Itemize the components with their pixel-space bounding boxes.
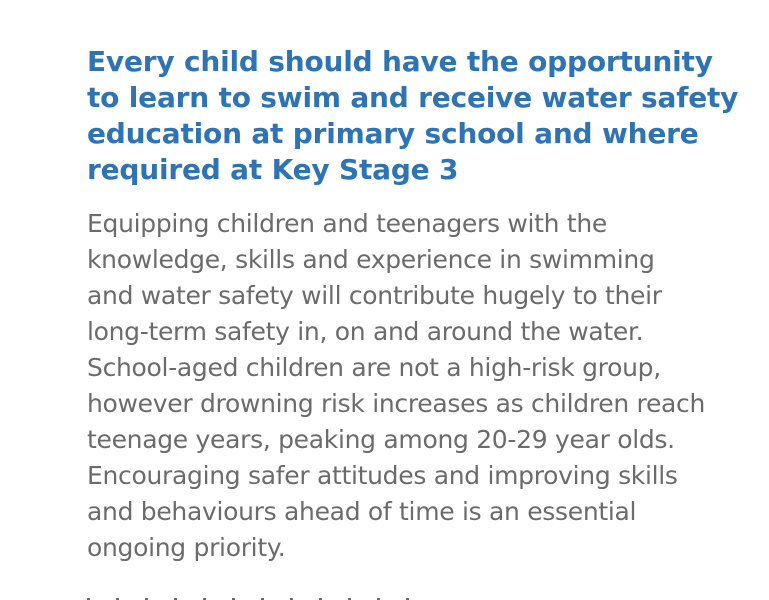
paragraph-line: ongoing priority. (87, 533, 286, 562)
paragraph-line: long-term safety in, on and around the water. (87, 317, 644, 346)
clipped-text-tops (87, 586, 567, 600)
paragraph-line: Equipping children and teenagers with the (87, 209, 607, 238)
heading-line: Every child should have the opportunity (87, 45, 713, 78)
paragraph-line: and behaviours ahead of time is an essential (87, 497, 637, 526)
paragraph-line: and water safety will contribute hugely to their (87, 281, 662, 310)
clipped-next-paragraph (87, 586, 567, 600)
paragraph-line: teenage years, peaking among 20-29 year olds. (87, 425, 675, 454)
section-content (87, 44, 759, 566)
paragraph-line: Encouraging safer attitudes and improving skills (87, 461, 678, 490)
paragraph-line: however drowning risk increases as children reach (87, 389, 706, 418)
paragraph-line: School-aged children are not a high-risk group, (87, 353, 661, 382)
paragraph-line: knowledge, skills and experience in swimming (87, 245, 655, 274)
heading-line: education at primary school and where (87, 117, 699, 150)
section-heading (87, 44, 759, 188)
heading-line: required at Key Stage 3 (87, 153, 459, 186)
body-paragraph (87, 206, 759, 566)
heading-line: to learn to swim and receive water safety (87, 81, 739, 114)
